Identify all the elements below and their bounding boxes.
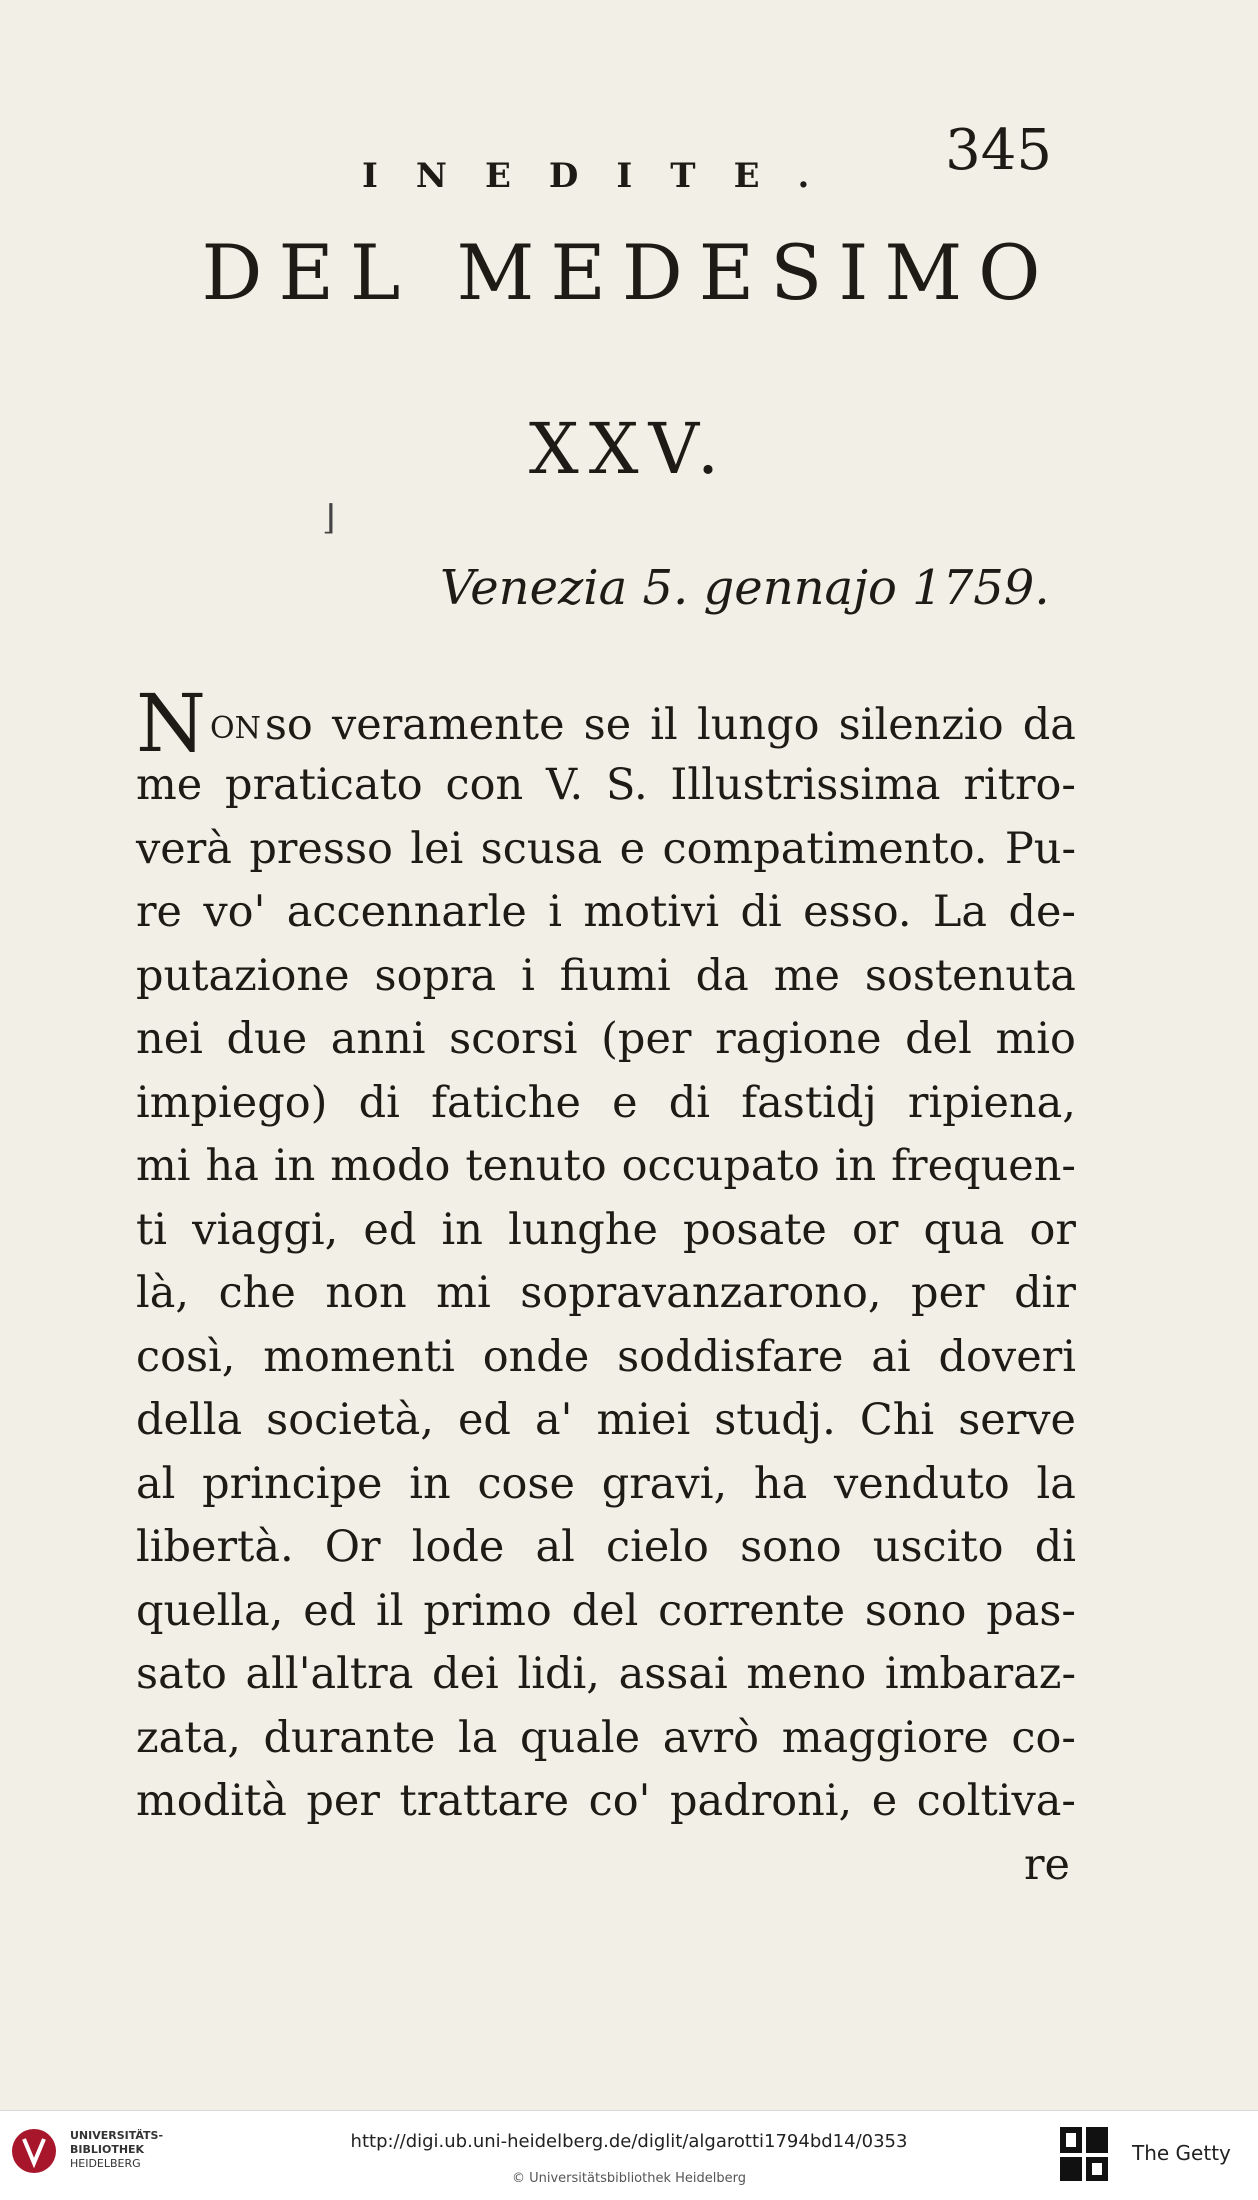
word: scusa <box>480 823 603 874</box>
word: quale <box>520 1712 641 1763</box>
word: di <box>740 887 782 937</box>
word: lunghe <box>508 1204 658 1255</box>
word: S. <box>606 760 648 810</box>
word: la <box>457 1712 498 1763</box>
word: modità <box>136 1776 287 1826</box>
word: non <box>325 1268 407 1318</box>
word: La <box>932 887 988 937</box>
word: ed <box>363 1204 417 1255</box>
text-line <box>136 1453 1076 1517</box>
word: sono <box>740 1522 842 1572</box>
word: ai <box>871 1331 911 1382</box>
word: Or <box>324 1522 381 1572</box>
word: sato <box>136 1649 227 1699</box>
word: compatimento. <box>662 823 988 874</box>
word: così, <box>136 1331 236 1382</box>
word: all'altra <box>245 1649 414 1699</box>
word: lei <box>410 823 464 874</box>
word: il <box>650 700 678 750</box>
word: putazione <box>136 950 350 1001</box>
text-line <box>136 818 1076 882</box>
word: dir <box>1014 1268 1076 1318</box>
word: corrente <box>658 1585 846 1636</box>
word: sopravanzarono, <box>520 1268 882 1318</box>
library-line: HEIDELBERG <box>70 2157 141 2170</box>
text-line <box>136 1135 1076 1199</box>
text-line <box>136 881 1076 945</box>
word: e <box>871 1776 898 1826</box>
word: al <box>535 1522 575 1572</box>
copyright-notice: © Universitätsbibliothek Heidelberg <box>511 2171 746 2186</box>
word: mi <box>136 1141 191 1191</box>
word: di <box>1034 1522 1076 1572</box>
word: della <box>136 1395 243 1445</box>
word: sono <box>864 1585 967 1636</box>
word: del <box>905 1014 972 1064</box>
word: zata, <box>136 1712 241 1763</box>
word: società, <box>266 1395 434 1445</box>
library-line: UNIVERSITÄTS- <box>70 2129 164 2142</box>
word: esso. <box>803 887 912 937</box>
word: quella, <box>136 1585 284 1636</box>
word: il <box>376 1585 404 1636</box>
word: pas- <box>986 1585 1076 1636</box>
word: posate <box>683 1204 827 1255</box>
word: di <box>358 1077 400 1128</box>
word: fatiche <box>431 1077 581 1128</box>
word: sostenuta <box>864 950 1076 1001</box>
word: ti <box>136 1204 168 1255</box>
word: miei <box>596 1395 691 1445</box>
word: in <box>441 1204 483 1255</box>
word: ripiena, <box>907 1077 1076 1128</box>
word: motivi <box>583 887 720 937</box>
text-line <box>136 1707 1076 1771</box>
word: impiego) <box>136 1077 328 1128</box>
word: i <box>548 887 562 937</box>
library-line: BIBLIOTHEK <box>70 2143 145 2156</box>
word: a' <box>534 1395 573 1445</box>
word: mi <box>436 1268 491 1318</box>
word: principe <box>202 1458 383 1509</box>
first-line <box>136 677 1076 770</box>
word: ha <box>205 1141 259 1191</box>
word: imbaraz- <box>884 1649 1076 1699</box>
word: gravi, <box>601 1458 728 1509</box>
text-line <box>136 754 1076 818</box>
word: al <box>136 1458 176 1509</box>
letter-number: XXV. <box>528 408 730 490</box>
word: avrò <box>662 1712 760 1763</box>
text-line <box>136 1643 1076 1707</box>
word: co- <box>1011 1712 1076 1763</box>
word: Pu- <box>1004 823 1076 874</box>
word: praticato <box>225 760 423 810</box>
word: da <box>1022 700 1076 750</box>
word: studj. <box>714 1395 836 1445</box>
word: e <box>612 1077 638 1128</box>
word: padroni, <box>669 1776 853 1826</box>
text-line <box>136 1326 1076 1390</box>
word: di <box>668 1077 711 1128</box>
word: in <box>834 1141 877 1191</box>
partner-name: The Getty <box>1132 2141 1231 2165</box>
first-line-words <box>265 700 1076 754</box>
word: me <box>136 760 203 810</box>
word: silenzio <box>838 700 1004 750</box>
word: onde <box>482 1331 590 1382</box>
word: che <box>218 1268 296 1318</box>
word: scorsi <box>449 1014 578 1064</box>
word: doveri <box>938 1331 1076 1382</box>
word: nei <box>136 1014 203 1064</box>
word: primo <box>423 1585 552 1636</box>
word: cose <box>477 1458 575 1509</box>
word: frequen- <box>891 1141 1076 1191</box>
word: verà <box>136 823 232 874</box>
word: soddisfare <box>617 1331 844 1382</box>
word: e <box>619 823 646 874</box>
word: in <box>409 1458 451 1509</box>
word: accennarle <box>286 887 527 937</box>
dropcap: N <box>136 677 206 770</box>
running-head: INEDITE. <box>362 156 848 196</box>
word: coltiva- <box>916 1776 1076 1826</box>
permalink-url[interactable]: http://digi.ub.uni-heidelberg.de/diglit/algarotti1794bd14/0353 <box>350 2131 908 2152</box>
word: i <box>521 950 535 1001</box>
dateline: Venezia 5. gennajo 1759. <box>440 560 1050 616</box>
word: ragione <box>715 1014 882 1064</box>
word: libertà. <box>136 1522 294 1572</box>
word: lungo <box>696 700 820 750</box>
word: me <box>773 950 840 1001</box>
word: sopra <box>374 950 497 1001</box>
word: la <box>1036 1458 1076 1509</box>
text-line <box>136 1770 1076 1834</box>
word: Chi <box>859 1395 935 1445</box>
word: ha <box>753 1458 808 1509</box>
getty-logo-icon <box>1058 2125 1110 2183</box>
word: se <box>583 700 632 750</box>
word: dei <box>432 1649 499 1699</box>
bracket-mark-icon: ⌋ <box>322 498 336 538</box>
word: so <box>264 700 313 750</box>
word: meno <box>746 1649 867 1699</box>
page-header <box>150 118 1062 196</box>
word: trattare <box>399 1776 570 1826</box>
viewer-footer <box>0 2110 1258 2200</box>
word: venduto <box>833 1458 1010 1509</box>
word: cielo <box>606 1522 709 1572</box>
page-number: 345 <box>945 118 1052 183</box>
word: assai <box>618 1649 728 1699</box>
word: occupato <box>621 1141 820 1191</box>
word: viaggi, <box>192 1204 339 1255</box>
word: fastidj <box>741 1077 877 1128</box>
section-title: DEL MEDESIMO <box>201 228 1057 317</box>
word: vo' <box>203 887 266 937</box>
word: (per <box>601 1014 692 1064</box>
word: anni <box>330 1014 426 1064</box>
word: serve <box>958 1395 1076 1445</box>
word: con <box>445 760 524 810</box>
word: momenti <box>263 1331 455 1382</box>
word: durante <box>263 1712 436 1763</box>
first-smallcaps: ON <box>210 711 261 746</box>
word: lode <box>411 1522 505 1572</box>
word: lidi, <box>517 1649 600 1699</box>
word: de- <box>1008 887 1076 937</box>
text-line <box>136 1580 1076 1644</box>
word: ritro- <box>963 760 1076 810</box>
text-line <box>136 1199 1076 1263</box>
text-line <box>136 1072 1076 1136</box>
body-lines <box>136 754 1076 1834</box>
word: tenuto <box>465 1141 607 1191</box>
text-line <box>136 945 1076 1009</box>
word: per <box>911 1268 985 1318</box>
text-line <box>136 1389 1076 1453</box>
word: veramente <box>331 700 565 750</box>
word: ed <box>457 1395 511 1445</box>
word: Illustrissima <box>670 760 941 810</box>
text-line <box>136 1262 1076 1326</box>
word: mio <box>995 1014 1076 1064</box>
word: là, <box>136 1268 190 1318</box>
word: fiumi <box>559 950 671 1001</box>
word: del <box>571 1585 639 1636</box>
word: qua <box>923 1204 1005 1255</box>
word: uscito <box>872 1522 1004 1572</box>
word: or <box>1029 1204 1076 1255</box>
letter-body <box>136 677 1076 1897</box>
word: due <box>226 1014 308 1064</box>
word: co' <box>588 1776 651 1826</box>
word: da <box>695 950 749 1001</box>
word: re <box>136 887 183 937</box>
word: maggiore <box>781 1712 989 1763</box>
catchword-text: re <box>1023 1839 1070 1890</box>
word: ed <box>303 1585 357 1636</box>
word: modo <box>330 1141 451 1191</box>
word: V. <box>545 760 584 810</box>
text-line <box>136 1516 1076 1580</box>
word: presso <box>249 823 393 874</box>
word: in <box>273 1141 316 1191</box>
word: per <box>306 1776 380 1826</box>
text-line <box>136 1008 1076 1072</box>
word: or <box>851 1204 899 1255</box>
catchword <box>136 1834 1076 1898</box>
